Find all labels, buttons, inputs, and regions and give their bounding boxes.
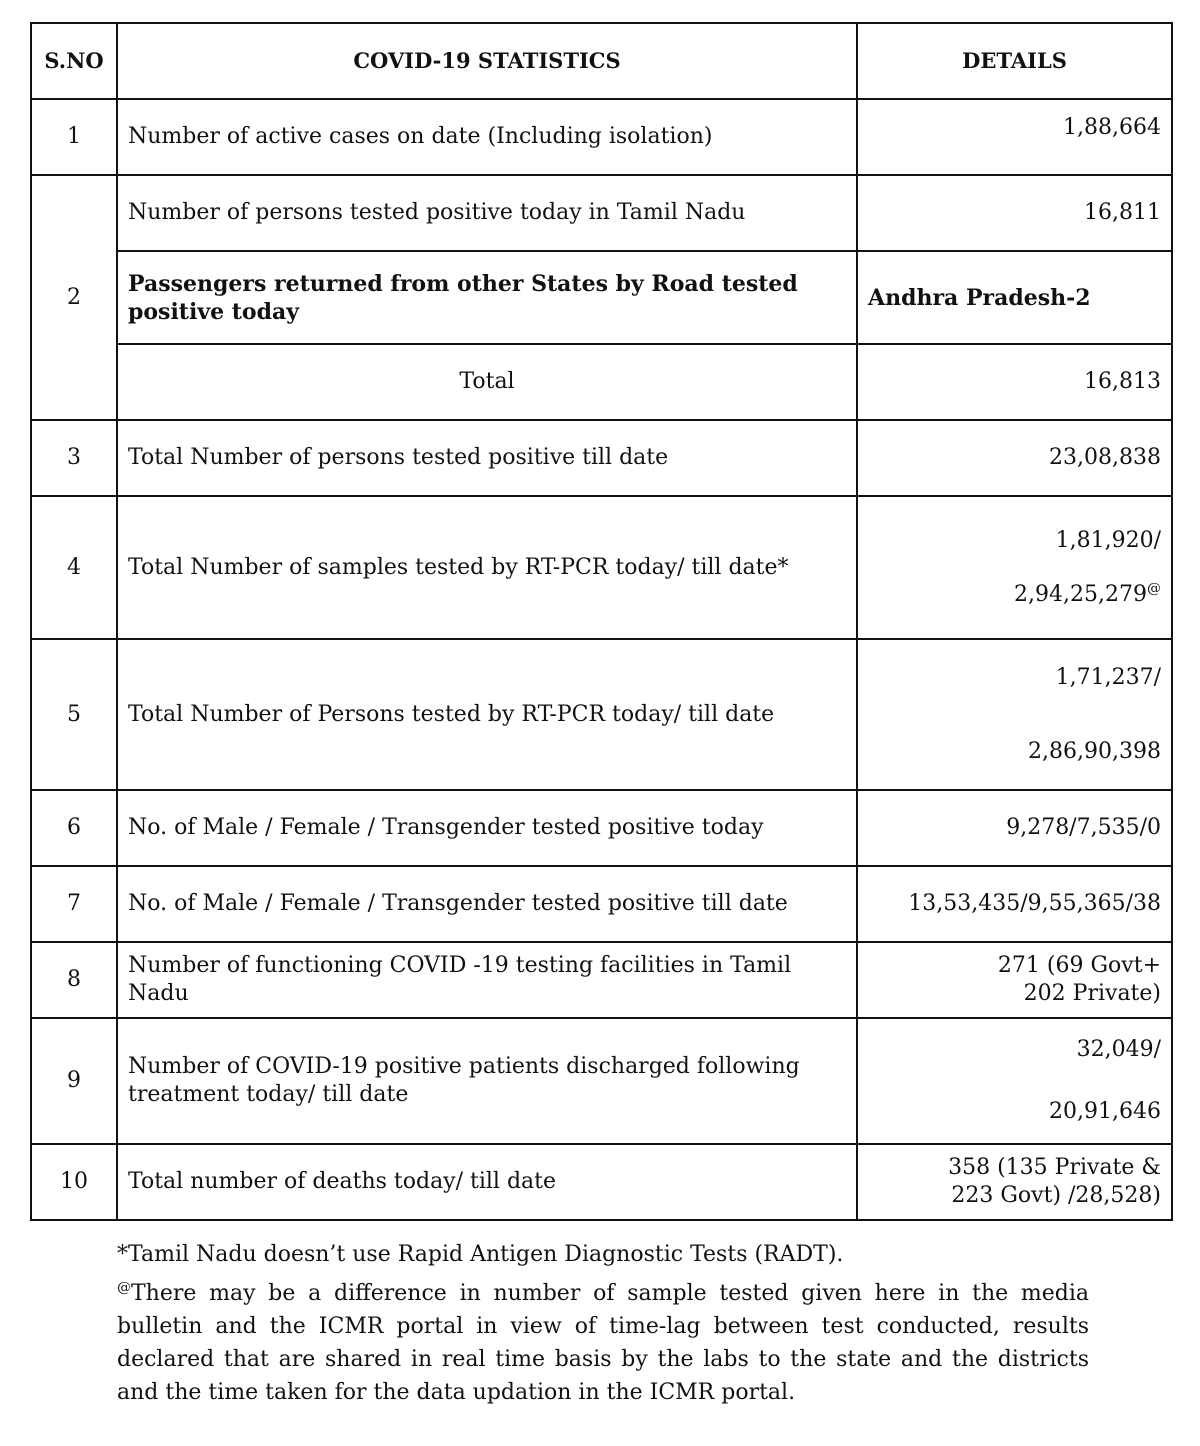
- row-detail: 23,08,838: [857, 420, 1172, 496]
- footnote-marker: @: [117, 1279, 131, 1296]
- row-statistic: Number of persons tested positive today in Tamil Nadu: [117, 175, 857, 251]
- row-statistic: Total Number of Persons tested by RT-PCR today/ till date: [117, 639, 857, 790]
- row-statistic: Number of functioning COVID -19 testing facilities in Tamil Nadu: [117, 942, 857, 1018]
- table-row: [31, 942, 1172, 1018]
- row-statistic: Passengers returned from other States by Road tested positive today: [117, 251, 857, 344]
- row-statistic: No. of Male / Female / Transgender tested positive till date: [117, 866, 857, 942]
- detail-line-2: [868, 581, 1161, 609]
- row-statistic-total: Total: [117, 344, 857, 420]
- row-sno: 10: [31, 1144, 117, 1220]
- table-row: [31, 420, 1172, 496]
- row-detail: 16,813: [857, 344, 1172, 420]
- table-row: [31, 866, 1172, 942]
- row-statistic: Total Number of samples tested by RT-PCR today/ till date*: [117, 496, 857, 639]
- detail-line-1: 1,71,237/: [1055, 664, 1161, 690]
- detail-line-2: 2,86,90,398: [1028, 738, 1161, 764]
- row-sno: 5: [31, 639, 117, 790]
- row-detail: 16,811: [857, 175, 1172, 251]
- row-detail: [857, 639, 1172, 790]
- detail-line-1: 271 (69 Govt+: [997, 953, 1161, 978]
- header-statistics: COVID-19 STATISTICS: [117, 23, 857, 99]
- table-row: [31, 251, 1172, 344]
- table-row: [31, 99, 1172, 175]
- footnote-marker: @: [1147, 580, 1161, 597]
- footnotes: [117, 1238, 1089, 1409]
- row-statistic: Number of COVID-19 positive patients discharged following treatment today/ till date: [117, 1018, 857, 1144]
- row-detail: 1,88,664: [857, 99, 1172, 175]
- detail-value: 2,94,25,279: [1014, 581, 1147, 607]
- row-sno: 2: [31, 175, 117, 420]
- footnote-icmr: [117, 1277, 1089, 1409]
- detail-line-2: 202 Private): [1023, 981, 1161, 1006]
- row-detail: [857, 1144, 1172, 1220]
- header-sno: S.NO: [31, 23, 117, 99]
- covid-statistics-table: [30, 22, 1173, 1221]
- row-statistic: No. of Male / Female / Transgender tested positive today: [117, 790, 857, 866]
- table-row: [31, 790, 1172, 866]
- row-sno: 1: [31, 99, 117, 175]
- row-detail: [857, 1018, 1172, 1144]
- row-sno: 4: [31, 496, 117, 639]
- header-details: DETAILS: [857, 23, 1172, 99]
- row-statistic: Total number of deaths today/ till date: [117, 1144, 857, 1220]
- row-sno: 7: [31, 866, 117, 942]
- row-sno: 8: [31, 942, 117, 1018]
- table-header-row: [31, 23, 1172, 99]
- row-detail: [857, 496, 1172, 639]
- row-sno: 6: [31, 790, 117, 866]
- row-statistic: Total Number of persons tested positive till date: [117, 420, 857, 496]
- row-detail: Andhra Pradesh-2: [857, 251, 1172, 344]
- table-row: [31, 175, 1172, 251]
- row-detail: [857, 942, 1172, 1018]
- row-sno: 3: [31, 420, 117, 496]
- footnote-icmr-text: There may be a difference in number of sample tested given here in the media bulletin and the ICMR portal in view of time-lag between test conducted, results declared that are shared in real time basis by the labs to the state and the districts and the time taken for the data updation in the ICMR portal.: [117, 1281, 1089, 1405]
- detail-line-2: 223 Govt) /28,528): [951, 1183, 1161, 1208]
- table-row: [31, 639, 1172, 790]
- row-sno: 9: [31, 1018, 117, 1144]
- table-row: [31, 1144, 1172, 1220]
- row-detail: 13,53,435/9,55,365/38: [857, 866, 1172, 942]
- detail-line-1: 358 (135 Private &: [948, 1155, 1161, 1180]
- footnote-radt: *Tamil Nadu doesn’t use Rapid Antigen Diagnostic Tests (RADT).: [117, 1242, 844, 1267]
- row-detail: 9,278/7,535/0: [857, 790, 1172, 866]
- table-row: [31, 496, 1172, 639]
- detail-line-1: 1,81,920/: [1055, 527, 1161, 553]
- detail-line-1: 32,049/: [1076, 1037, 1161, 1062]
- detail-line-2: 20,91,646: [1049, 1099, 1161, 1124]
- row-statistic: Number of active cases on date (Including isolation): [117, 99, 857, 175]
- table-row: [31, 344, 1172, 420]
- table-row: [31, 1018, 1172, 1144]
